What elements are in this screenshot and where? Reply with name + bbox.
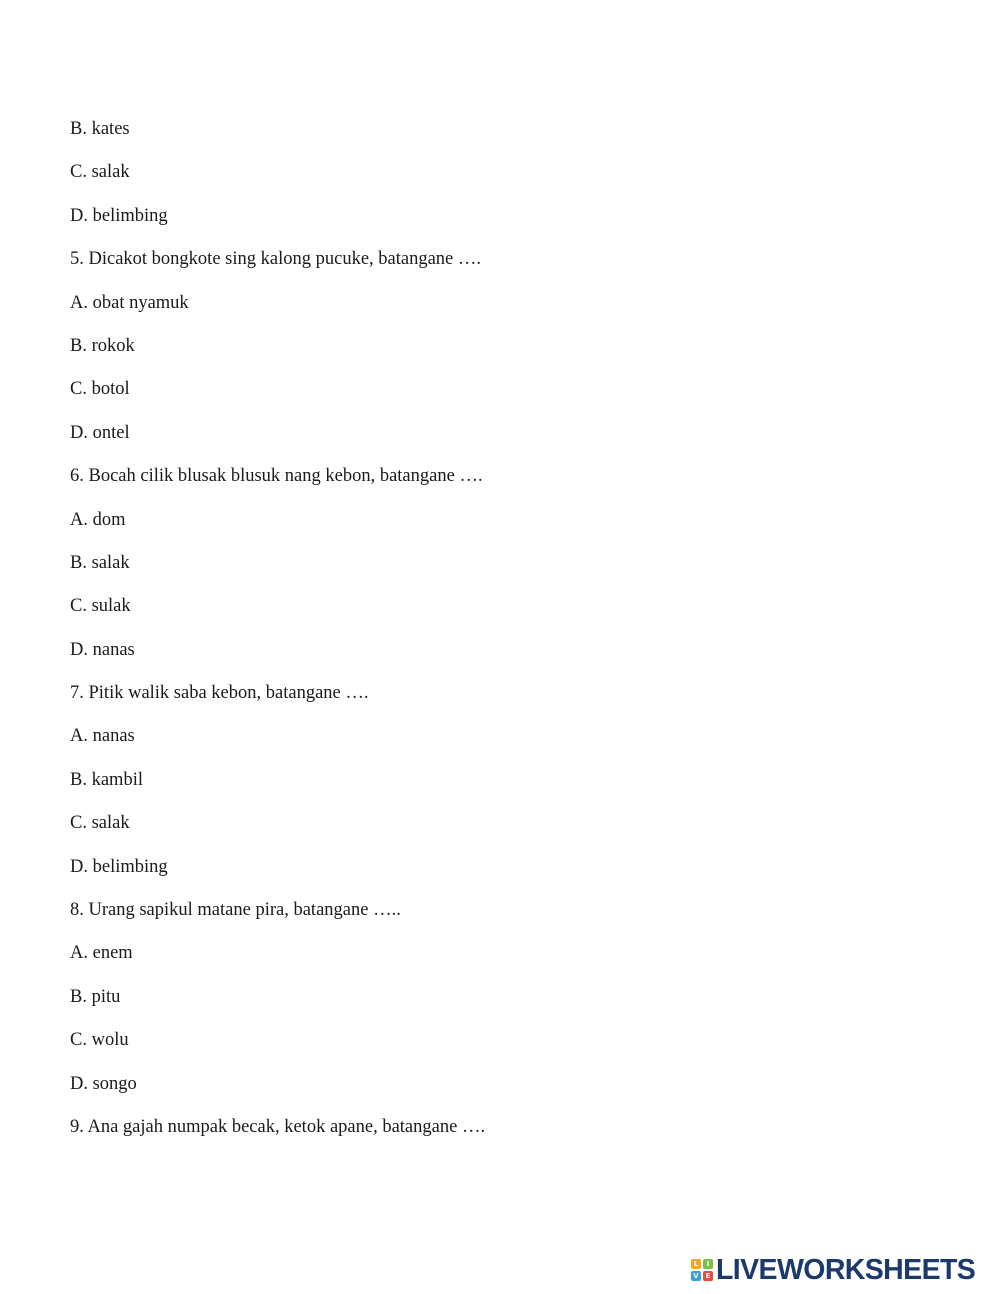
answer-option: A. dom	[70, 509, 126, 530]
answer-option: C. salak	[70, 813, 130, 834]
question-text: 9. Ana gajah numpak becak, ketok apane, batangane ….	[70, 1116, 486, 1137]
answer-option: B. salak	[70, 552, 130, 573]
answer-option: B. kates	[70, 119, 130, 139]
logo-mark-cell: L	[691, 1259, 701, 1269]
liveworksheets-logo-icon	[691, 1259, 713, 1281]
answer-option: B. rokok	[70, 335, 135, 356]
answer-option: C. botol	[70, 379, 130, 400]
answer-option: C. salak	[70, 162, 130, 183]
question-text: 5. Dicakot bongkote sing kalong pucuke, batangane ….	[70, 249, 482, 270]
answer-option: C. sulak	[70, 596, 131, 617]
answer-option: D. belimbing	[70, 856, 168, 877]
logo-mark-cell: I	[703, 1259, 713, 1269]
answer-option: A. nanas	[70, 726, 135, 747]
question-text: 7. Pitik walik saba kebon, batangane ….	[70, 683, 369, 704]
question-text: 8. Urang sapikul matane pira, batangane …..	[70, 900, 401, 921]
answer-option: D. ontel	[70, 422, 130, 443]
logo-mark-cell: E	[703, 1271, 713, 1281]
answer-option: A. enem	[70, 943, 133, 964]
answer-option: D. songo	[70, 1073, 137, 1094]
answer-option: A. obat nyamuk	[70, 292, 189, 313]
answer-option: D. nanas	[70, 639, 135, 660]
answer-option: D. belimbing	[70, 205, 168, 226]
answer-option: C. wolu	[70, 1030, 129, 1051]
liveworksheets-logo	[691, 1254, 975, 1286]
liveworksheets-logo-text: LIVEWORKSHEETS	[716, 1254, 976, 1286]
worksheet-content	[70, 116, 930, 1157]
logo-mark-cell: V	[691, 1271, 701, 1281]
answer-option: B. kambil	[70, 769, 143, 790]
answer-option: B. pitu	[70, 986, 121, 1007]
question-text: 6. Bocah cilik blusak blusuk nang kebon, batangane ….	[70, 466, 483, 487]
